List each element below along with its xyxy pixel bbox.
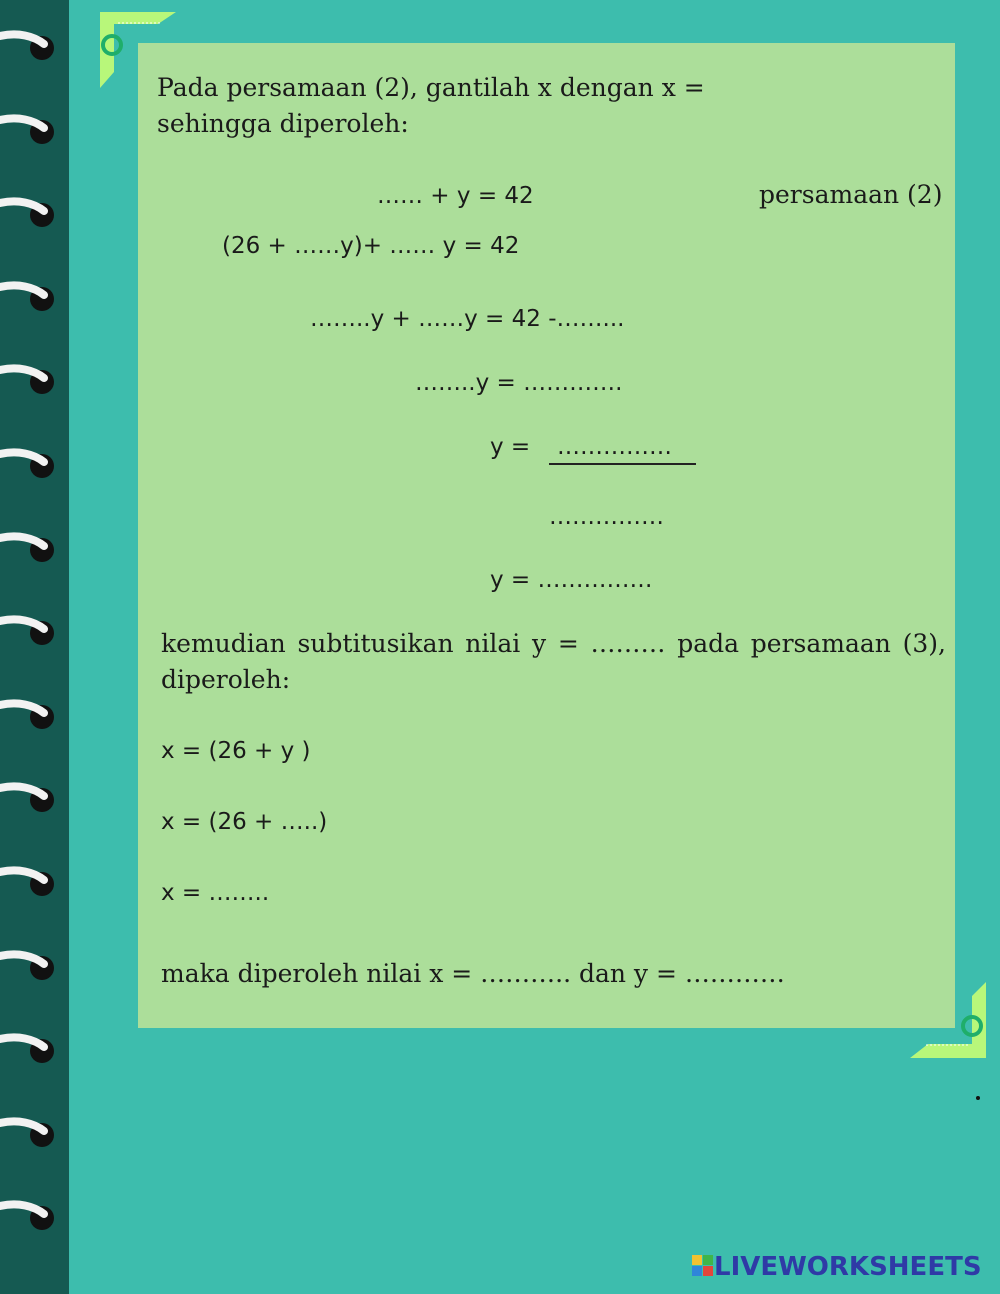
spiral-ring <box>0 613 62 653</box>
liveworksheets-logo <box>692 1252 992 1288</box>
equation-5-denominator: …………… <box>549 504 664 530</box>
spiral-ring <box>0 1115 62 1155</box>
spiral-ring <box>0 1031 62 1071</box>
equation-5-numerator: …………… <box>557 434 672 460</box>
spiral-ring <box>0 780 62 820</box>
logo-tiles-icon <box>692 1255 714 1277</box>
spiral-ring <box>0 195 62 235</box>
substitution-line-1: kemudian subtitusikan nilai y = ……… pada persamaan (3), <box>161 629 946 658</box>
spiral-ring <box>0 28 62 68</box>
equation-3: ……..y + ……y = 42 -……... <box>310 306 625 332</box>
x-equation-3: x = …….. <box>161 880 270 906</box>
spiral-ring <box>0 279 62 319</box>
spiral-ring <box>0 112 62 152</box>
equation-4: ……..y = …………. <box>415 370 623 396</box>
spiral-ring <box>0 864 62 904</box>
equation-2: (26 + ……y)+ …… y = 42 <box>222 233 520 259</box>
stray-dot <box>976 1096 980 1100</box>
x-equation-2: x = (26 + …..) <box>161 809 328 835</box>
spiral-ring <box>0 948 62 988</box>
equation-5-prefix: y = <box>490 434 531 460</box>
spiral-ring <box>0 530 62 570</box>
spiral-ring <box>0 362 62 402</box>
spiral-ring <box>0 446 62 486</box>
spiral-ring <box>0 1198 62 1238</box>
substitution-line-2: diperoleh: <box>161 665 291 694</box>
spiral-ring <box>0 697 62 737</box>
x-equation-1: x = (26 + y ) <box>161 738 311 764</box>
equation-1-label: persamaan (2) <box>759 180 943 209</box>
equation-6: y = …………… <box>490 567 653 593</box>
fraction-bar <box>549 463 696 465</box>
equation-1: …… + y = 42 <box>377 183 534 209</box>
conclusion-line: maka diperoleh nilai x = ……….. dan y = ………… <box>161 959 785 988</box>
intro-line-2: sehingga diperoleh: <box>157 109 409 138</box>
logo-text: LIVEWORKSHEETS <box>714 1252 982 1282</box>
intro-line-1: Pada persamaan (2), gantilah x dengan x = <box>157 73 705 102</box>
